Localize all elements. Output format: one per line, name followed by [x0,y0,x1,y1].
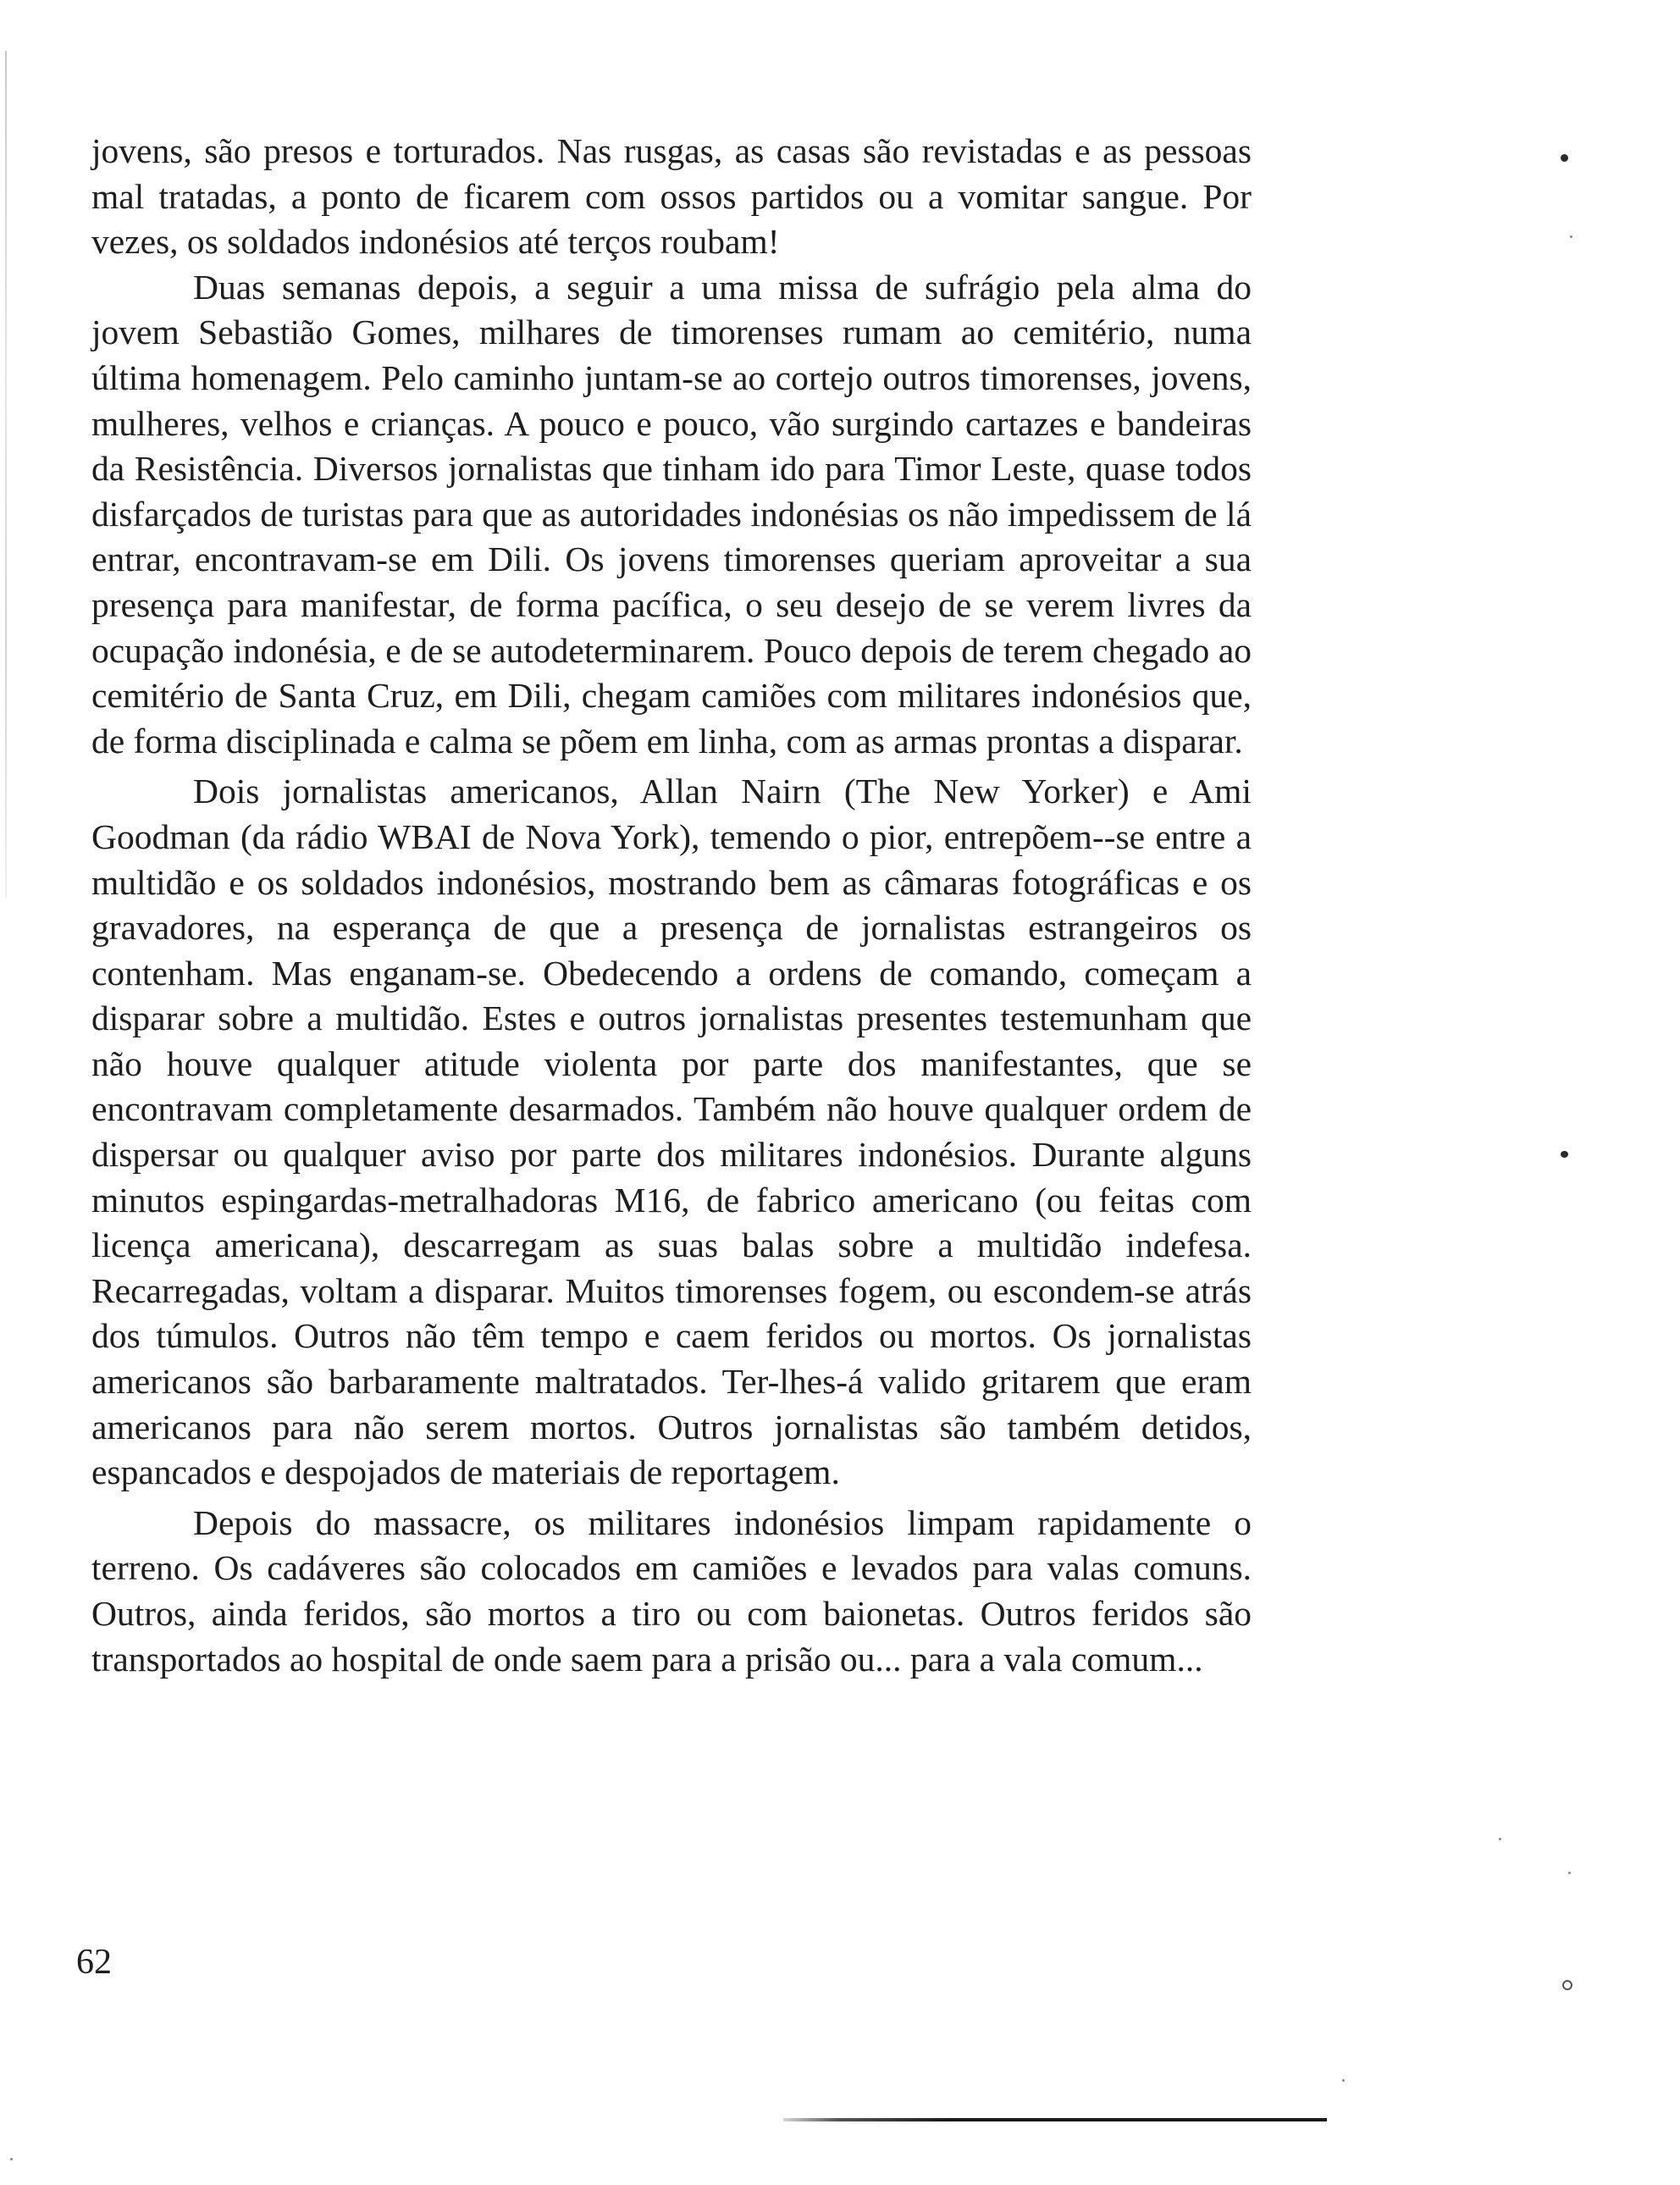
margin-mark [1561,154,1568,162]
body-text [91,129,1252,1682]
scan-speck [1342,2079,1345,2082]
margin-mark [1562,1980,1572,1990]
paragraph-1: jovens, são presos e torturados. Nas rusgas, as casas são revistadas e as pessoas mal tratadas, a ponto de ficarem com ossos partidos ou a vomitar sangue. Por vezes, os soldados indonésios até terços roubam! [91,131,1252,262]
scan-speck [1570,235,1572,238]
page-number: 62 [76,1943,112,1982]
paragraph-4: Depois do massacre, os militares indonésios limpam rapidamente o terreno. Os cadáveres são colocados em camiões e levados para valas comuns. Outros, ainda feridos, são mortos a tiro ou com baionetas. Outros feridos são transportados ao hospital de onde saem para a prisão ou... para a vala comum... [91,1502,1252,1679]
paragraph-3: Dois jornalistas americanos, Allan Nairn (The New Yorker) e Ami Goodman (da rádio WBAI de Nova York), temendo o pior, entrepõem--se entre a multidão e os soldados indonésios, mostrando bem as câmaras fotográficas e os gravadores, na esperança de que a presença de jornalistas estrangeiros os contenham. Mas enganam-se. Obedecendo a ordens de comando, começam a disparar sobre a multidão. Estes e outros jornalistas presentes testemunham que não houve qualquer atitude violenta por parte dos manifestantes, que se encontravam completamente desarmados. Também não houve qualquer ordem de dispersar ou qualquer aviso por parte dos militares indonésios. Durante alguns minutos espingardas-metralhadoras M16, de fabrico americano (ou feitas com licença americana), descarregam as suas balas sobre a multidão indefesa. Recarregadas, voltam a disparar. Muitos timorenses fogem, ou escondem-se atrás dos túmulos. Outros não têm tempo e caem feridos ou mortos. Os jornalistas americanos são barbaramente maltratados. Ter-lhes-á valido gritarem que eram americanos para não serem mortos. Outros jornalistas são também detidos, espancados e despojados de materiais de reportagem. [91,772,1252,1492]
scan-edge-shadow [5,51,7,898]
margin-mark [1561,1151,1568,1158]
paragraph-2: Duas semanas depois, a seguir a uma missa de sufrágio pela alma do jovem Sebastião Gomes, milhares de timorenses rumam ao cemitério, numa última homenagem. Pelo caminho juntam-se ao cortejo outros timorenses, jovens, mulheres, velhos e crianças. A pouco e pouco, vão surgindo cartazes e bandeiras da Resistência. Diversos jornalistas que tinham ido para Timor Leste, quase todos disfarçados de turistas para que as autoridades indonésias os não impedissem de lá entrar, encontravam-se em Dili. Os jovens timorenses queriam aproveitar a sua presença para manifestar, de forma pacífica, o seu desejo de se verem livres da ocupação indonésia, e de se autodeterminarem. Pouco depois de terem chegado ao cemitério de Santa Cruz, em Dili, chegam camiões com militares indonésios que, de forma disciplinada e calma se põem em linha, com as armas prontas a disparar. [91,267,1252,761]
bottom-rule [783,2118,1327,2121]
scan-speck [10,2158,13,2160]
scan-speck [1568,1872,1571,1874]
scan-speck [1499,1838,1501,1840]
